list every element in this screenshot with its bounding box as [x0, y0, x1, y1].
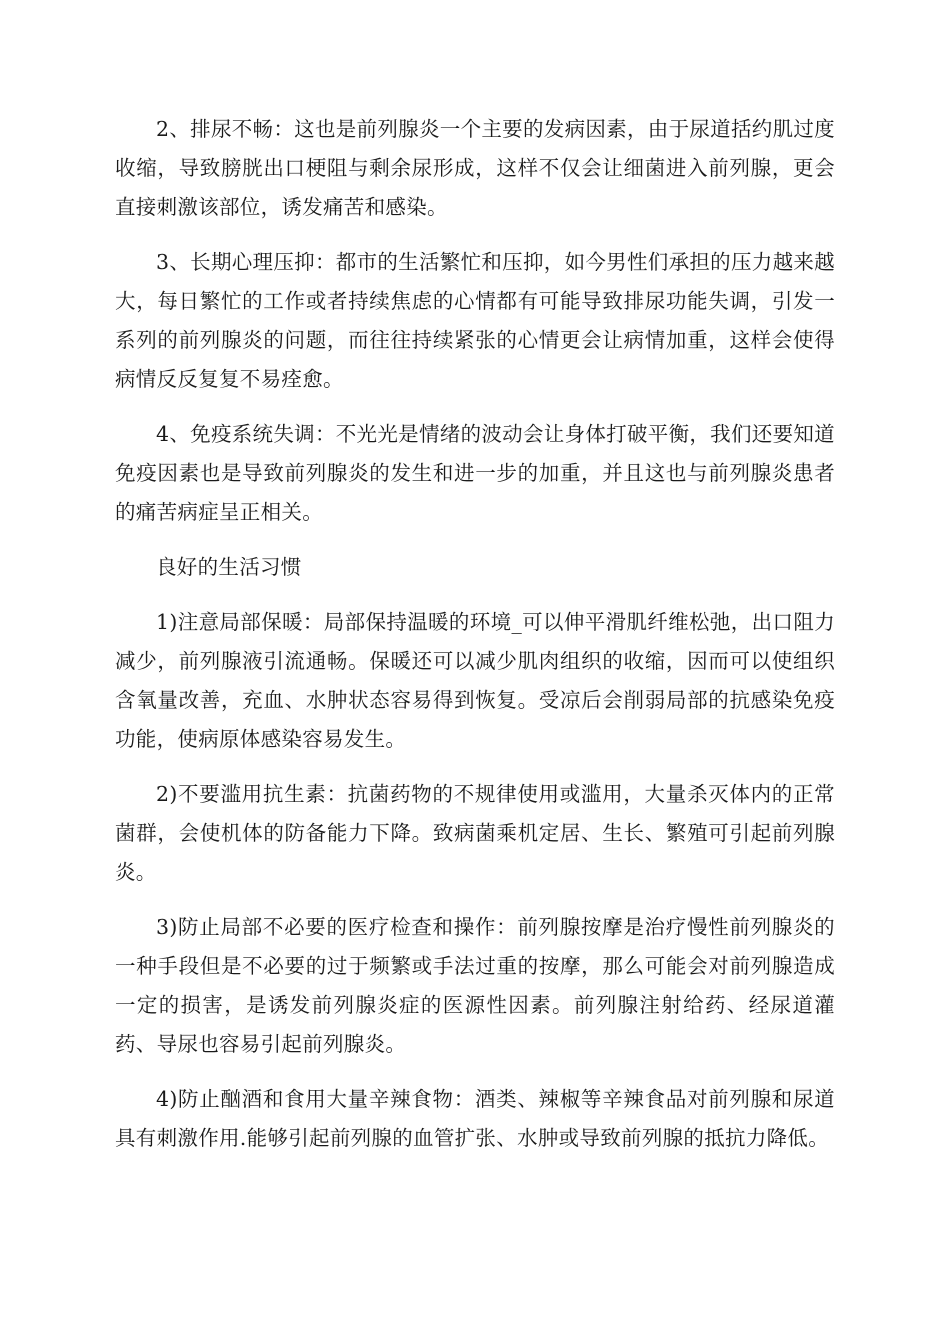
- section-heading-good-habits: 良好的生活习惯: [156, 555, 302, 579]
- paragraph-alcohol-spicy-food: 4)防止酗酒和食用大量辛辣食物：酒类、辣椒等辛辣食品对前列腺和尿道具有刺激作用.能够引起前列腺的血管扩张、水肿或导致前列腺的抵抗力降低。: [115, 1087, 835, 1150]
- paragraph-immune-disorder: 4、免疫系统失调：不光光是情绪的波动会让身体打破平衡，我们还要知道免疫因素也是导致前列腺炎的发生和进一步的加重，并且这也与前列腺炎患者的痛苦病症呈正相关。: [115, 422, 835, 524]
- paragraph-psychological-stress: 3、长期心理压抑：都市的生活繁忙和压抑，如今男性们承担的压力越来越大，每日繁忙的工作或者持续焦虑的心情都有可能导致排尿功能失调，引发一系列的前列腺炎的问题，而往往持续紧张的心情更会让病情加重，这样会使得病情反反复复不易痊愈。: [115, 250, 835, 391]
- paragraph-keep-warm: 1)注意局部保暖：局部保持温暖的环境_可以伸平滑肌纤维松弛，出口阻力减少，前列腺液引流通畅。保暖还可以减少肌肉组织的收缩，因而可以使组织含氧量改善，充血、水肿状态容易得到恢复。受凉后会削弱局部的抗感染免疫功能，使病原体感染容易发生。: [115, 610, 835, 751]
- paragraph-medical-procedures: 3)防止局部不必要的医疗检查和操作：前列腺按摩是治疗慢性前列腺炎的一种手段但是不必要的过于频繁或手法过重的按摩，那么可能会对前列腺造成一定的损害，是诱发前列腺炎症的医源性因素。前列腺注射给药、经尿道灌药、导尿也容易引起前列腺炎。: [115, 915, 835, 1056]
- document-body: [115, 110, 835, 1174]
- paragraph-antibiotics: 2)不要滥用抗生素：抗菌药物的不规律使用或滥用，大量杀灭体内的正常菌群，会使机体的防备能力下降。致病菌乘机定居、生长、繁殖可引起前列腺炎。: [115, 782, 835, 884]
- paragraph-urination-obstruction: 2、排尿不畅：这也是前列腺炎一个主要的发病因素，由于尿道括约肌过度收缩，导致膀胱出口梗阻与剩余尿形成，这样不仅会让细菌进入前列腺，更会直接刺激该部位，诱发痛苦和感染。: [115, 117, 835, 219]
